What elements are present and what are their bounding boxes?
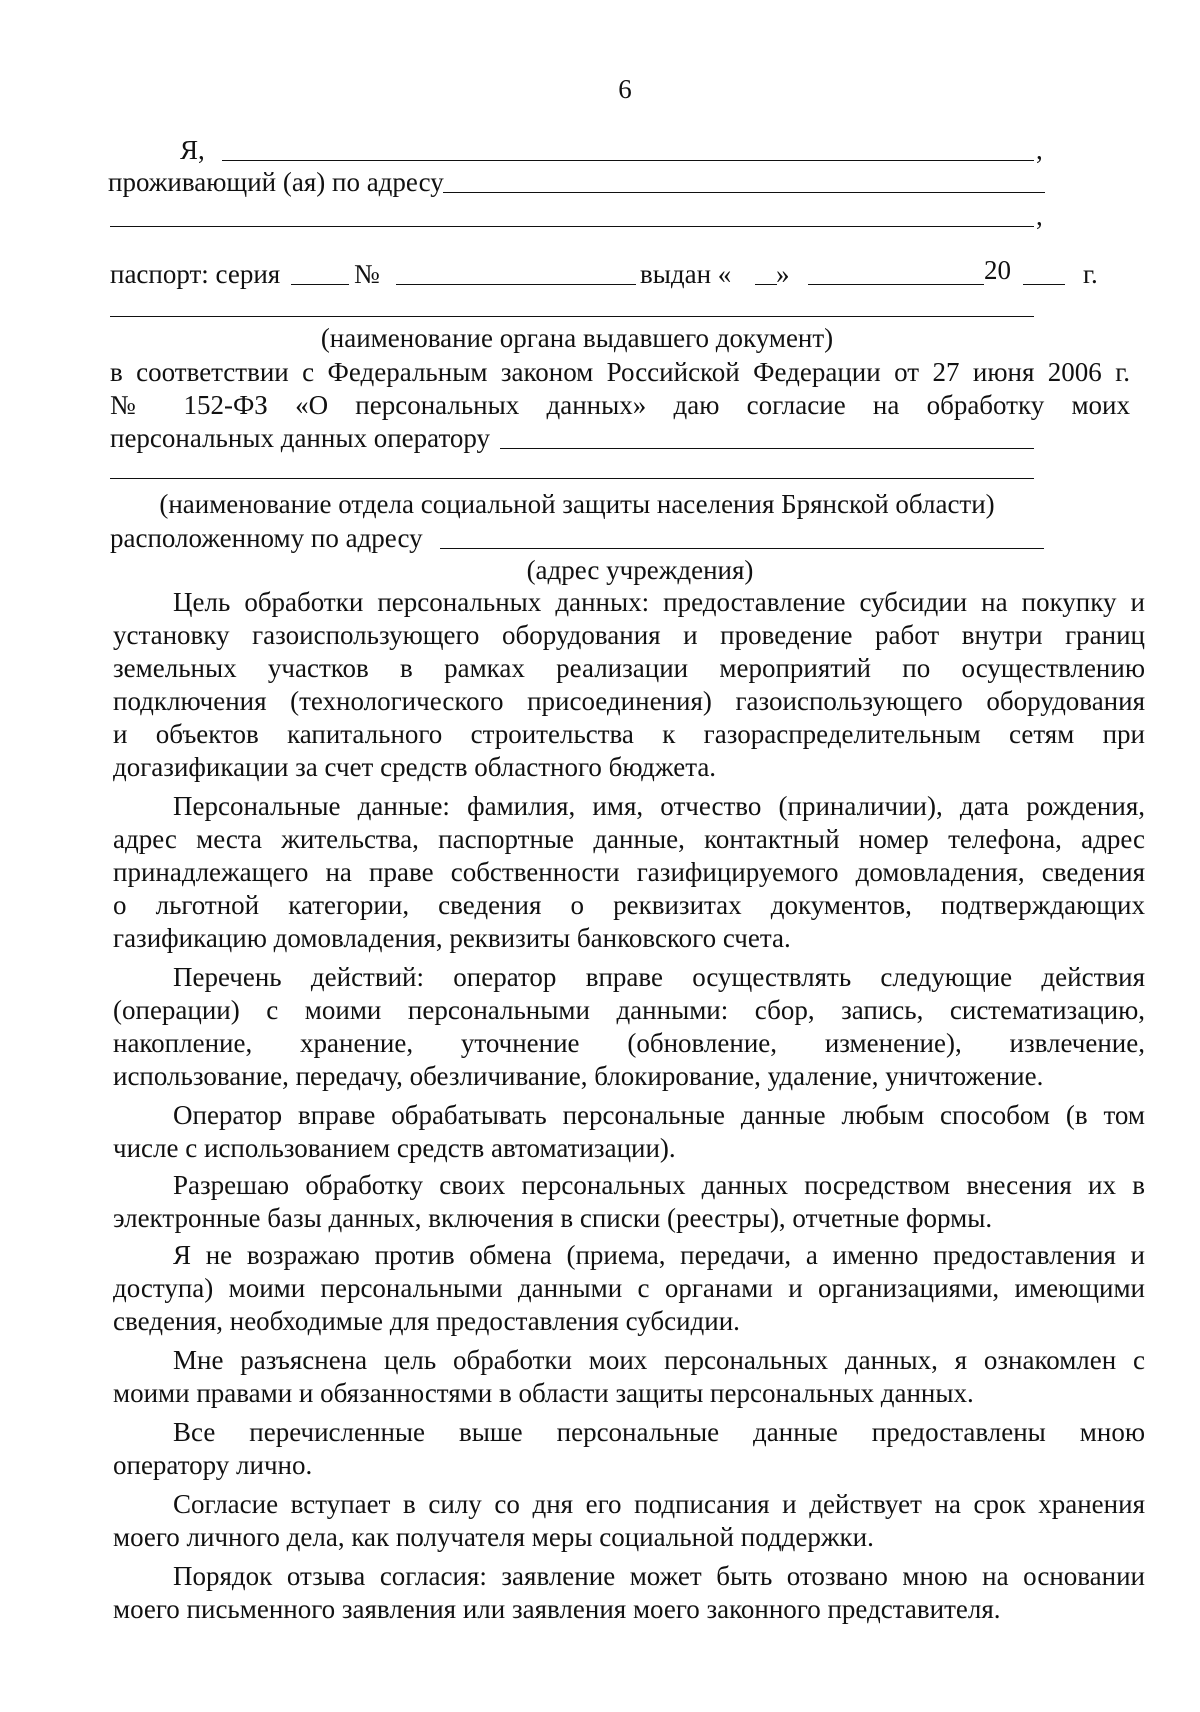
paragraph-line: (операции) с моими персональными данными: сбор, запись, систематизацию, (113, 995, 1145, 1025)
issued-label: выдан « (640, 259, 732, 289)
issuer-caption: (наименование органа выдавшего документ) (320, 323, 834, 353)
paragraph-line: моими правами и обязанностями в области защиты персональных данных. (113, 1378, 974, 1408)
paragraph-line: подключения (технологического присоединения) газоиспользующего оборудования (113, 686, 1145, 716)
paragraph-line: Все перечисленные выше персональные данные предоставлены мною (173, 1417, 1145, 1447)
paragraph (113, 1169, 1145, 1235)
address-label: проживающий (ая) по адресу (108, 167, 444, 197)
number-label: № (354, 259, 380, 289)
consent-body (113, 586, 1145, 1626)
ya-label: Я, (180, 135, 205, 165)
paragraph-line: Оператор вправе обрабатывать персональные данные любым способом (в том (173, 1100, 1145, 1130)
paragraph-line: газификацию домовладения, реквизиты банковского счета. (113, 923, 791, 953)
year-suffix: г. (1083, 259, 1098, 289)
passport-number-blank (396, 284, 636, 285)
page-number: 6 (618, 74, 632, 104)
paragraph-line: земельных участков в рамках реализации мероприятий по осуществлению (113, 653, 1145, 683)
paragraph-line: накопление, хранение, уточнение (обновление, изменение), извлечение, (113, 1028, 1145, 1058)
year-prefix: 20 (984, 255, 1011, 285)
paragraph-line: догазификации за счет средств областного бюджета. (113, 752, 717, 782)
paragraph-line: Разрешаю обработку своих персональных данных посредством внесения их в (173, 1170, 1145, 1200)
law-reference (110, 356, 1130, 422)
paragraph-line: использование, передачу, обезличивание, блокирование, удаление, уничтожение. (113, 1061, 1044, 1091)
address-blank (443, 192, 1045, 193)
passport-label: паспорт: серия (110, 259, 281, 289)
issued-day-blank (755, 284, 777, 285)
comma: , (1036, 201, 1043, 231)
comma: , (1036, 135, 1043, 165)
paragraph-line: Перечень действий: оператор вправе осуществлять следующие действия (173, 962, 1145, 992)
paragraph (113, 1239, 1145, 1338)
located-caption: (адрес учреждения) (526, 555, 754, 585)
paragraph-line: сведения, необходимые для предоставления субсидии. (113, 1306, 740, 1336)
paragraph-line: о льготной категории, сведения о реквизитах документов, подтверждающих (113, 890, 1145, 920)
issuer-blank (110, 316, 1034, 317)
paragraph-line: адрес места жительства, паспортные данные, контактный номер телефона, адрес (113, 824, 1145, 854)
paragraph (113, 961, 1145, 1093)
paragraph (113, 1416, 1145, 1482)
operator-caption: (наименование отдела социальной защиты населения Брянской области) (159, 489, 995, 519)
issued-close: » (776, 259, 790, 289)
paragraph (113, 1344, 1145, 1410)
located-label: расположенному по адресу (110, 523, 423, 553)
passport-series-blank (291, 284, 349, 285)
paragraph-line: Мне разъяснена цель обработки моих персональных данных, я ознакомлен с (173, 1345, 1145, 1375)
paragraph-line: моего письменного заявления или заявления моего законного представителя. (113, 1594, 1001, 1624)
paragraph-line: Я не возражаю против обмена (приема, передачи, а именно предоставления и (173, 1240, 1145, 1270)
paragraph (113, 790, 1145, 955)
paragraph-line: Цель обработки персональных данных: предоставление субсидии на покупку и (173, 587, 1145, 617)
operator-blank-2 (110, 478, 1034, 479)
paragraph-line: установку газоиспользующего оборудования и проведение работ внутри границ (113, 620, 1145, 650)
operator-blank (500, 448, 1034, 449)
paragraph-line: моего личного дела, как получателя меры социальной поддержки. (113, 1522, 874, 1552)
issued-month-blank (808, 284, 984, 285)
paragraph (113, 1099, 1145, 1165)
issued-year-blank (1023, 284, 1065, 285)
paragraph-line: доступа) моими персональными данными с органами и организациями, имеющими (113, 1273, 1145, 1303)
operator-label: персональных данных оператору (110, 423, 491, 453)
address-blank-2 (110, 226, 1034, 227)
located-blank (440, 548, 1044, 549)
paragraph-line: Персональные данные: фамилия, имя, отчество (приналичии), дата рождения, (173, 791, 1145, 821)
full-name-blank (222, 160, 1034, 161)
paragraph-line: числе с использованием средств автоматизации). (113, 1133, 676, 1163)
paragraph-line: Порядок отзыва согласия: заявление может быть отозвано мною на основании (173, 1561, 1145, 1591)
paragraph-line: принадлежащего на праве собственности газифицируемого домовладения, сведения (113, 857, 1145, 887)
law-line: № 152-ФЗ «О персональных данных» даю согласие на обработку моих (110, 390, 1130, 420)
paragraph (113, 1560, 1145, 1626)
paragraph (113, 1488, 1145, 1554)
paragraph-line: оператору лично. (113, 1450, 313, 1480)
paragraph-line: электронные базы данных, включения в списки (реестры), отчетные формы. (113, 1203, 993, 1233)
paragraph-line: Согласие вступает в силу со дня его подписания и действует на срок хранения (173, 1489, 1145, 1519)
paragraph-line: и объектов капитального строительства к газораспределительным сетям при (113, 719, 1145, 749)
law-line: в соответствии с Федеральным законом Российской Федерации от 27 июня 2006 г. (110, 357, 1130, 387)
paragraph (113, 586, 1145, 784)
